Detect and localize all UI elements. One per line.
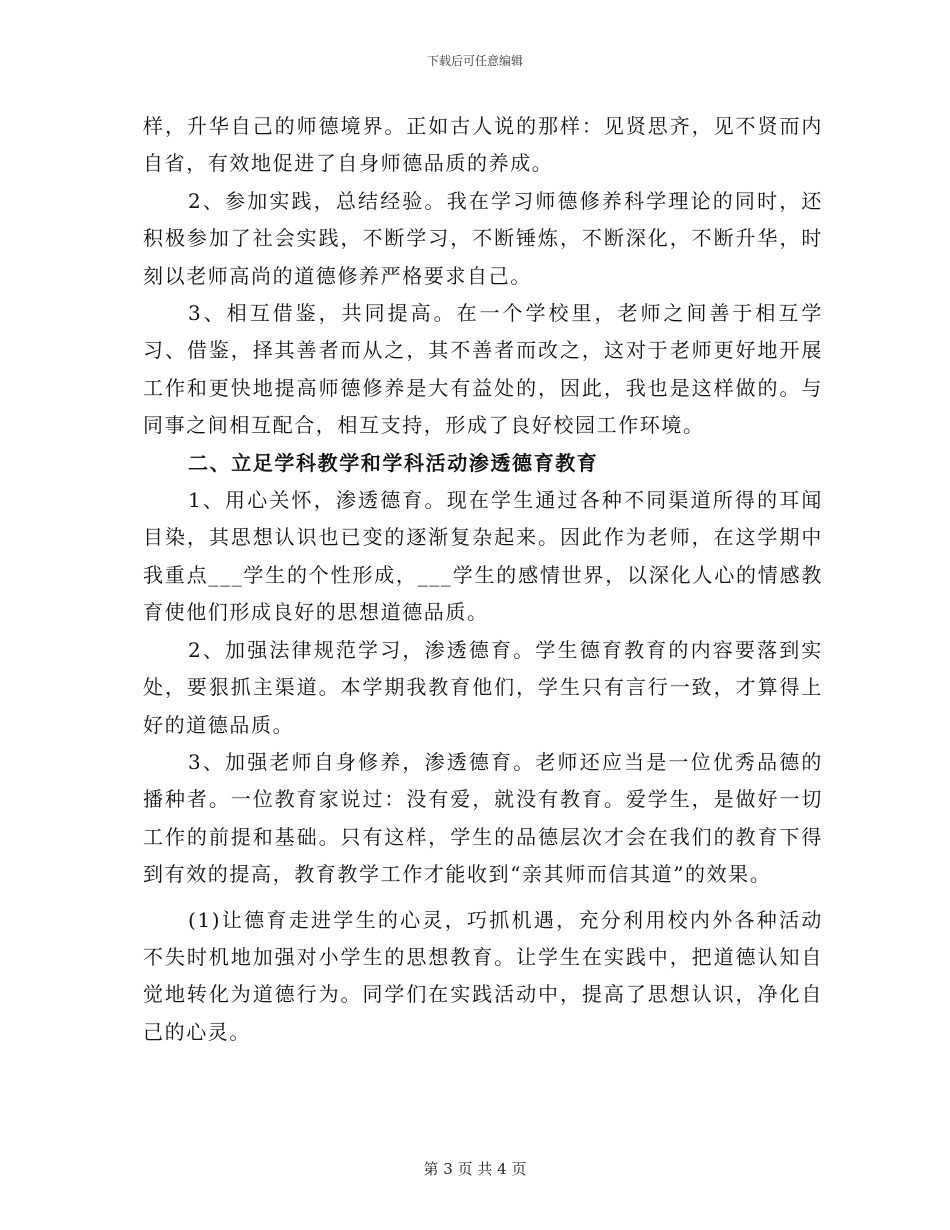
page-header-note: 下载后可任意编辑 <box>426 54 523 68</box>
paragraph-moral-activities: (1)让德育走进学生的心灵，巧抓机遇，充分利用校内外各种活动不失时机地加强对小学生的思想教育。让学生在实践中，把道德认知自觉地转化为道德行为。同学们在实践活动中，提高了思想认识，净化自己的心灵。 <box>143 907 823 1044</box>
paragraph-continuation: 样，升华自己的师德境界。正如古人说的那样：见贤思齐，见不贤而内自省，有效地促进了自身师德品质的养成。 <box>143 114 823 176</box>
page-number: 第 3 页 共 4 页 <box>423 1160 527 1178</box>
section-heading: 二、立足学科教学和学科活动渗透德育教育 <box>188 450 599 475</box>
paragraph-care: 1、用心关怀，渗透德育。现在学生通过各种不同渠道所得的耳闻目染，其思想认识也已变的逐渐复杂起来。因此作为老师，在这学期中我重点___学生的个性形成，___学生的感情世界，以深化人心的情感教育使他们形成良好的思想道德品质。 <box>143 488 823 625</box>
paragraph-law-study: 2、加强法律规范学习，渗透德育。学生德育教育的内容要落到实处，要狠抓主渠道。本学期我教育他们，学生只有言行一致，才算得上好的道德品质。 <box>143 637 823 737</box>
paragraph-self-cultivation: 3、加强老师自身修养，渗透德育。老师还应当是一位优秀品德的播种者。一位教育家说过：没有爱，就没有教育。爱学生，是做好一切工作的前提和基础。只有这样，学生的品德层次才会在我们的教育下得到有效的提高，教育教学工作才能收到“亲其师而信其道”的效果。 <box>143 749 823 887</box>
paragraph-mutual-learning: 3、相互借鉴，共同提高。在一个学校里，老师之间善于相互学习、借鉴，择其善者而从之，其不善者而改之，这对于老师更好地开展工作和更快地提高师德修养是大有益处的，因此，我也是这样做的。与同事之间相互配合，相互支持，形成了良好校园工作环境。 <box>143 301 823 438</box>
document-body <box>143 108 823 1051</box>
paragraph-practice: 2、参加实践，总结经验。我在学习师德修养科学理论的同时，还积极参加了社会实践，不断学习，不断锤炼，不断深化，不断升华，时刻以老师高尚的道德修养严格要求自己。 <box>143 188 823 288</box>
